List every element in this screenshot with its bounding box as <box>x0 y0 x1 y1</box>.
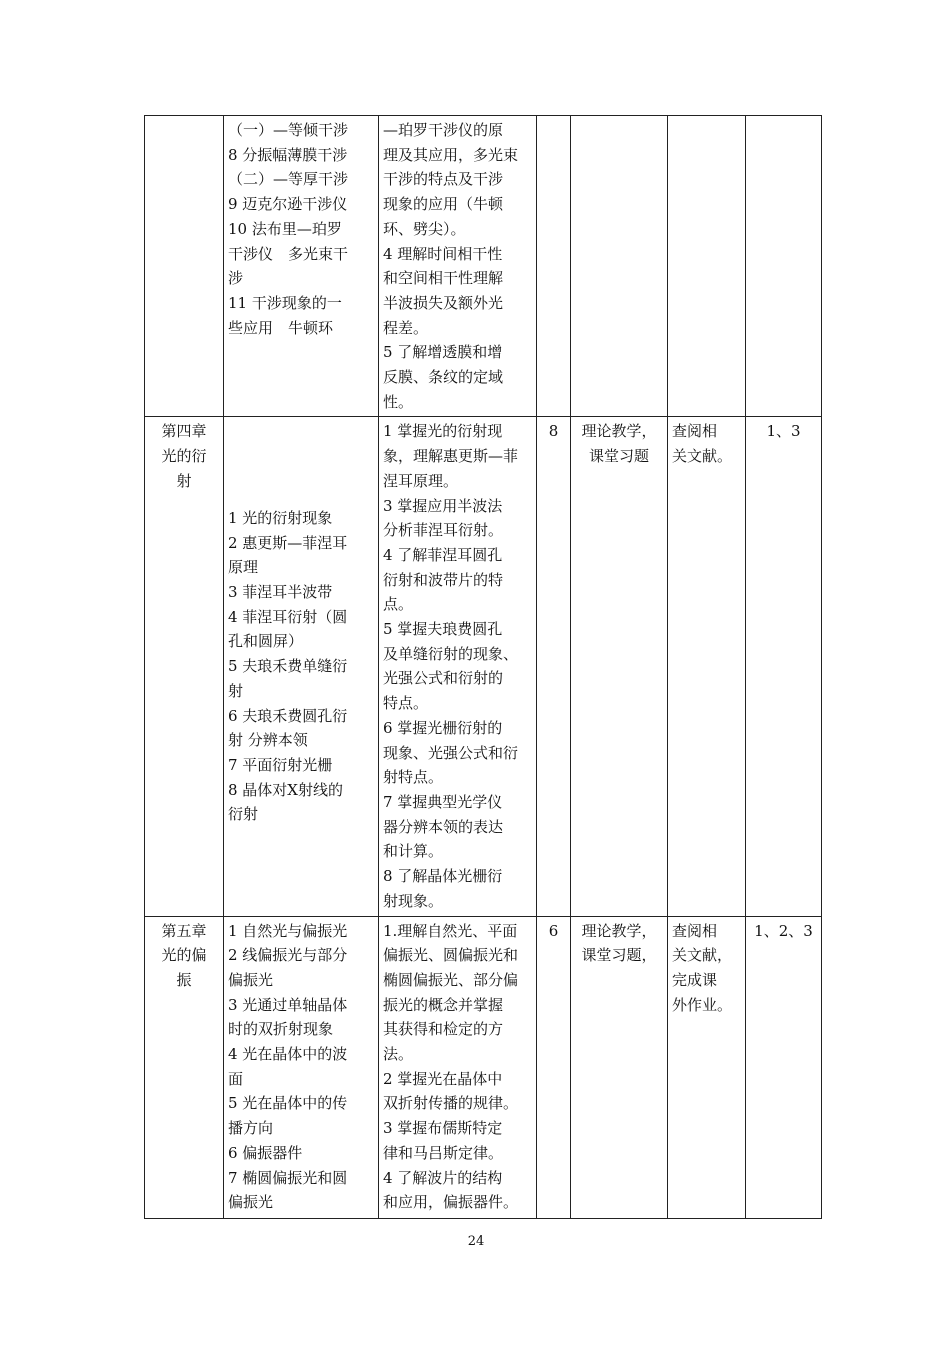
task-cell <box>668 116 746 417</box>
page-number: 24 <box>467 1234 485 1249</box>
goal-cell: 1、3 <box>746 417 822 916</box>
hours-cell: 8 <box>537 417 571 916</box>
task-cell: 查阅相 关文献。 <box>668 417 746 916</box>
content-cell: 1 自然光与偏振光 2 线偏振光与部分 偏振光 3 光通过单轴晶体 时的双折射现象 4 光在晶体中的波 面 5 光在晶体中的传 播方向 6 偏振器件 7 椭圆偏振光和圆 偏振光 <box>224 916 379 1218</box>
syllabus-table <box>144 115 822 1219</box>
goal-cell: 1、2、3 <box>746 916 822 1218</box>
chapter-cell: 第四章 光的衍 射 <box>145 417 224 916</box>
method-cell: 理论教学， 课堂习题 <box>571 417 668 916</box>
method-cell: 理论教学， 课堂习题， <box>571 916 668 1218</box>
hours-cell <box>537 116 571 417</box>
method-cell <box>571 116 668 417</box>
task-cell: 查阅相 关文献， 完成课 外作业。 <box>668 916 746 1218</box>
table-row <box>145 417 822 916</box>
content-cell: 1 光的衍射现象 2 惠更斯—菲涅耳 原理 3 菲涅耳半波带 4 菲涅耳衍射（圆 孔和圆屏） 5 夫琅禾费单缝衍 射 6 夫琅禾费圆孔衍 射 分辨本领 7 平面衍射光栅 8 晶体对X射线的 衍射 <box>224 417 379 916</box>
requirements-cell: 1 掌握光的衍射现 象，理解惠更斯—菲 涅耳原理。 3 掌握应用半波法 分析菲涅耳衍射。 4 了解菲涅耳圆孔 衍射和波带片的特 点。 5 掌握夫琅费圆孔 及单缝衍射的现象、 光强公式和衍射的 特点。 6 掌握光栅衍射的 现象、光强公式和衍 射特点。 7 掌握典型光学仪 器分辨本领的表达 和计算。 8 了解晶体光栅衍 射现象。 <box>379 417 537 916</box>
chapter-cell: 第五章 光的偏 振 <box>145 916 224 1218</box>
goal-cell <box>746 116 822 417</box>
requirements-cell: —珀罗干涉仪的原 理及其应用，多光束 干涉的特点及干涉 现象的应用（牛顿 环、劈尖）。 4 理解时间相干性 和空间相干性理解 半波损失及额外光 程差。 5 了解增透膜和增 反膜、条纹的定域 性。 <box>379 116 537 417</box>
hours-cell: 6 <box>537 916 571 1218</box>
requirements-cell: 1.理解自然光、平面 偏振光、圆偏振光和 椭圆偏振光、部分偏 振光的概念并掌握 其获得和检定的方 法。 2 掌握光在晶体中 双折射传播的规律。 3 掌握布儒斯特定 律和马吕斯定律。 4 了解波片的结构 和应用，偏振器件。 <box>379 916 537 1218</box>
table-row <box>145 116 822 417</box>
chapter-cell <box>145 116 224 417</box>
table-row <box>145 916 822 1218</box>
content-cell: （一）—等倾干涉 8 分振幅薄膜干涉 （二）—等厚干涉 9 迈克尔逊干涉仪 10 法布里—珀罗 干涉仪 多光束干 涉 11 干涉现象的一 些应用 牛顿环 <box>224 116 379 417</box>
